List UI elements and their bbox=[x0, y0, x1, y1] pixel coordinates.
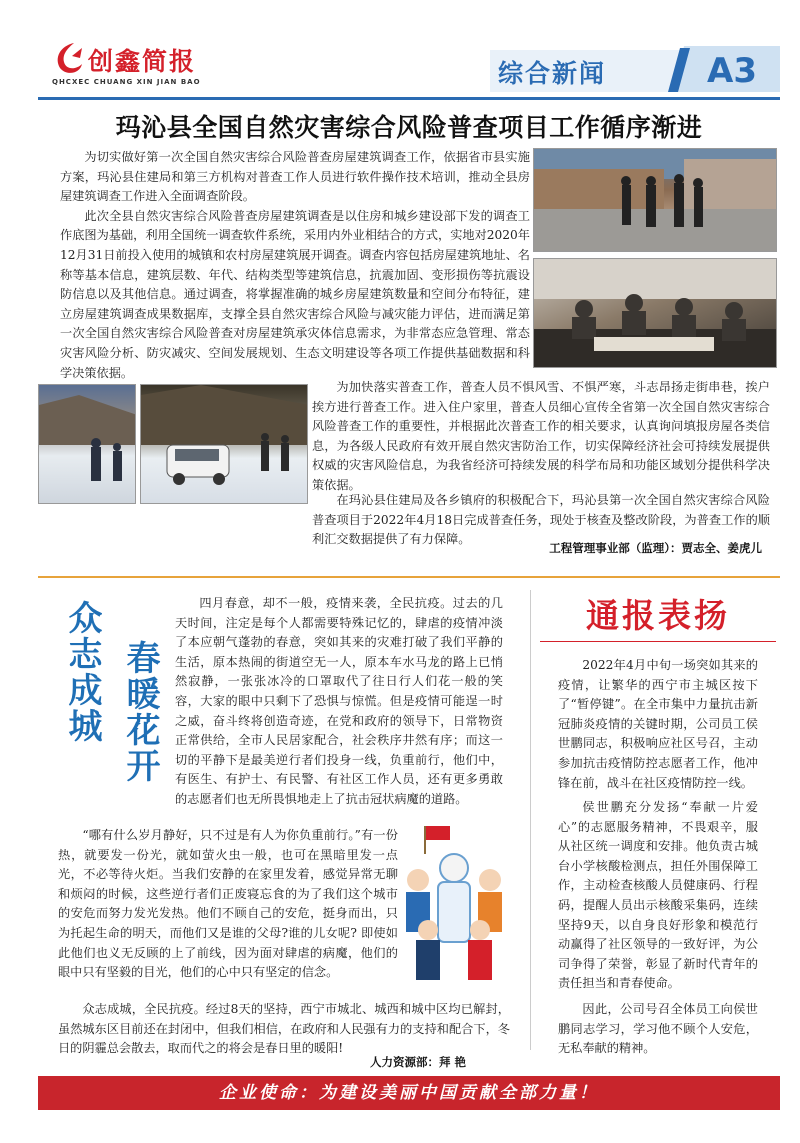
column-divider bbox=[530, 590, 531, 1050]
logo-mark-icon bbox=[52, 40, 86, 78]
article2-paragraph-3: 众志成城，全民抗疫。经过8天的坚持，西宁市城北、城西和城中区均已解封，虽然城东区目前还在封闭中，但我们相信，在政府和人民强有力的支持和配合下，冬日的阴霾总会散去，取而代之的将会是春日里的暖阳! bbox=[58, 1002, 510, 1056]
photo-training-room bbox=[533, 258, 777, 368]
article3-title: 通报表扬 bbox=[540, 590, 776, 642]
article3-body-top bbox=[558, 656, 758, 793]
article1-paragraph-3: 为加快落实普查工作，普查人员不惧风雪、不惧严寒，斗志昂扬走街串巷，挨户挨方进行普查工作。进入住户家里，普查人员细心宣传全省第一次全国自然灾害综合风险普查工作的重要性，并根据此次普查工作的相关要求，认真询问填报房屋各类信息，为各级人民政府有效开展自然灾害防治工作，切实保障经济社会可持续发展提供权威的灾害风险信息，为我省经济可持续发展的科学布局和功能区域划分提供科学决策依据。 bbox=[312, 380, 770, 492]
article2-byline: 人力资源部：拜 艳 bbox=[370, 1055, 467, 1069]
article3-paragraph-3: 因此，公司号召全体员工向侯世鹏同志学习，学习他不顾个人安危，无私奉献的精神。 bbox=[558, 1002, 758, 1056]
article2-body-mid bbox=[58, 826, 398, 983]
frontline-workers-illustration bbox=[396, 820, 514, 988]
masthead-logo bbox=[52, 40, 222, 96]
logo-english: QHCXEC CHUANG XIN JIAN BAO bbox=[52, 78, 201, 86]
article2-title-b: 春暖花开 bbox=[120, 640, 160, 784]
section-divider bbox=[38, 576, 780, 578]
article3-body-end bbox=[558, 1000, 758, 1059]
photo-survey-outdoor bbox=[533, 148, 777, 252]
logo-chinese: 创鑫简报 bbox=[88, 47, 197, 76]
footer-mission-banner: 企业使命：为建设美丽中国贡献全部力量！ bbox=[38, 1076, 780, 1110]
photo-snow-field bbox=[38, 384, 136, 504]
photo-snow-car bbox=[140, 384, 308, 504]
article2-paragraph-2: “哪有什么岁月静好，只不过是有人为你负重前行。”有一份热，就要发一份光，就如萤火虫一般，也可在黑暗里发一点光，不必等待火炬。当我们安静的在家里发着，感觉异常无聊和烦闷的时候，这些逆行者们正废寝忘食的为了我们这个城市的安危而努力发光发热。他们不顾自己的安危，挺身而出，只为托起生命的明天，而他们又是谁的父母?谁的儿女呢? 即使如此他们也义无反顾的上了前线，因为面对肆虐的病魔，他们的眼中只有坚毅的目光，他们的心中只有坚定的信念。 bbox=[58, 828, 398, 980]
article3-paragraph-2: 侯世鹏充分发扬“奉献一片爱心”的志愿服务精神，不畏艰辛，服从社区统一调度和安排。他负责古城台小学核酸检测点，担任外围保障工作，主动检查核酸人员健康码、行程码，提醒人员出示核酸采集码，连续坚持9天，以自身良好形象和模范行动赢得了社区领导的一致好评，为公司争得了荣誉，彰显了新时代青年的责任担当和青春使命。 bbox=[558, 800, 758, 991]
article2-paragraph-1: 四月春意，却不一般，疫情来袭，全民抗疫。过去的几天时间，注定是每个人都需要特殊记忆的，肆虐的疫情冲淡了本应朝气蓬勃的春意，突如其来的灾难打破了我们平静的生活，原本热闹的街道空无一人，原本车水马龙的路上已悄然寂静，一张张冰冷的口罩取代了往日行人们花一般的笑容，大家的眼中只剩下了恐惧与惊慌。但是疫情可能逞一时之威，奋斗终将创造奇迹，在党和政府的领导下，日常物资正常供给，全市人民居家配合，社会秩序井然有序；而这一切的平静下是最美逆行者们投身一线，负重前行，他们中，有医生、有护士、有民警、有社区工作人员，还有更多勇敢的志愿者们也无所畏惧地走上了抗击冠状病魔的道路。 bbox=[175, 596, 503, 806]
article1-paragraph-1: 为切实做好第一次全国自然灾害综合风险普查房屋建筑调查工作，依据省市县实施方案，玛沁县住建局和第三方机构对普查工作人员进行软件操作技术培训，推动全县房屋建筑调查工作进入全面调查阶段。 bbox=[60, 150, 530, 204]
article1-paragraph-2: 此次全县自然灾害综合风险普查房屋建筑调查是以住房和城乡建设部下发的调查工作底图为基础，利用全国统一调查软件系统，采用内外业相结合的方式，实地对2020年12月31日前投入使用的城镇和农村房屋建筑展开调查。调查内容包括房屋建筑地址、名称等基本信息，建筑层数、年代、结构类型等建筑信息，抗震加固、变形损伤等抗震设防信息以及其他信息。通过调查，将掌握准确的城乡房屋建筑数量和空间分布特征，建立房屋建筑调查成果数据库，支撑全县自然灾害综合风险与减灾能力评估，进而满足第一次全国自然灾害综合风险普查对房屋建筑承灾体信息需求，为非常态应急管理、常态灾害风险分析、防灾减灾、空间发展规划、生态文明建设等各项工作提供基础数据和科学决策依据。 bbox=[60, 208, 530, 380]
article3-body-mid bbox=[558, 798, 758, 994]
article1-headline: 玛沁县全国自然灾害综合风险普查项目工作循序渐进 bbox=[115, 113, 703, 142]
article1-paragraph-4: 在玛沁县住建局及各乡镇府的积极配合下，玛沁县第一次全国自然灾害综合风险普查项目于2022年4月18日完成普查任务，现处于核查及整改阶段，为普查工作的顺利汇交数据提供了有力保障。 bbox=[312, 493, 770, 547]
article2-body-top bbox=[175, 594, 503, 810]
article2-body-end bbox=[58, 1000, 510, 1059]
page-number: A3 bbox=[707, 51, 757, 91]
article1-body-mid bbox=[312, 378, 770, 496]
article2-title-a: 众志成城 bbox=[62, 600, 102, 744]
section-title: 综合新闻 bbox=[498, 59, 607, 88]
article3-paragraph-1: 2022年4月中旬一场突如其来的疫情，让繁华的西宁市主城区按下了“暂停键”。在全市集中力量抗击新冠肺炎疫情的关键时期，公司员工侯世鹏同志，积极响应社区号召，主动参加抗击疫情防控志愿者工作，他冲锋在前，战斗在社区疫情防控一线。 bbox=[558, 658, 758, 790]
header-rule bbox=[38, 97, 780, 100]
article1-byline: 工程管理事业部（监理）：贾志全、姜虎儿 bbox=[549, 541, 762, 555]
article1-body-top bbox=[60, 148, 530, 383]
